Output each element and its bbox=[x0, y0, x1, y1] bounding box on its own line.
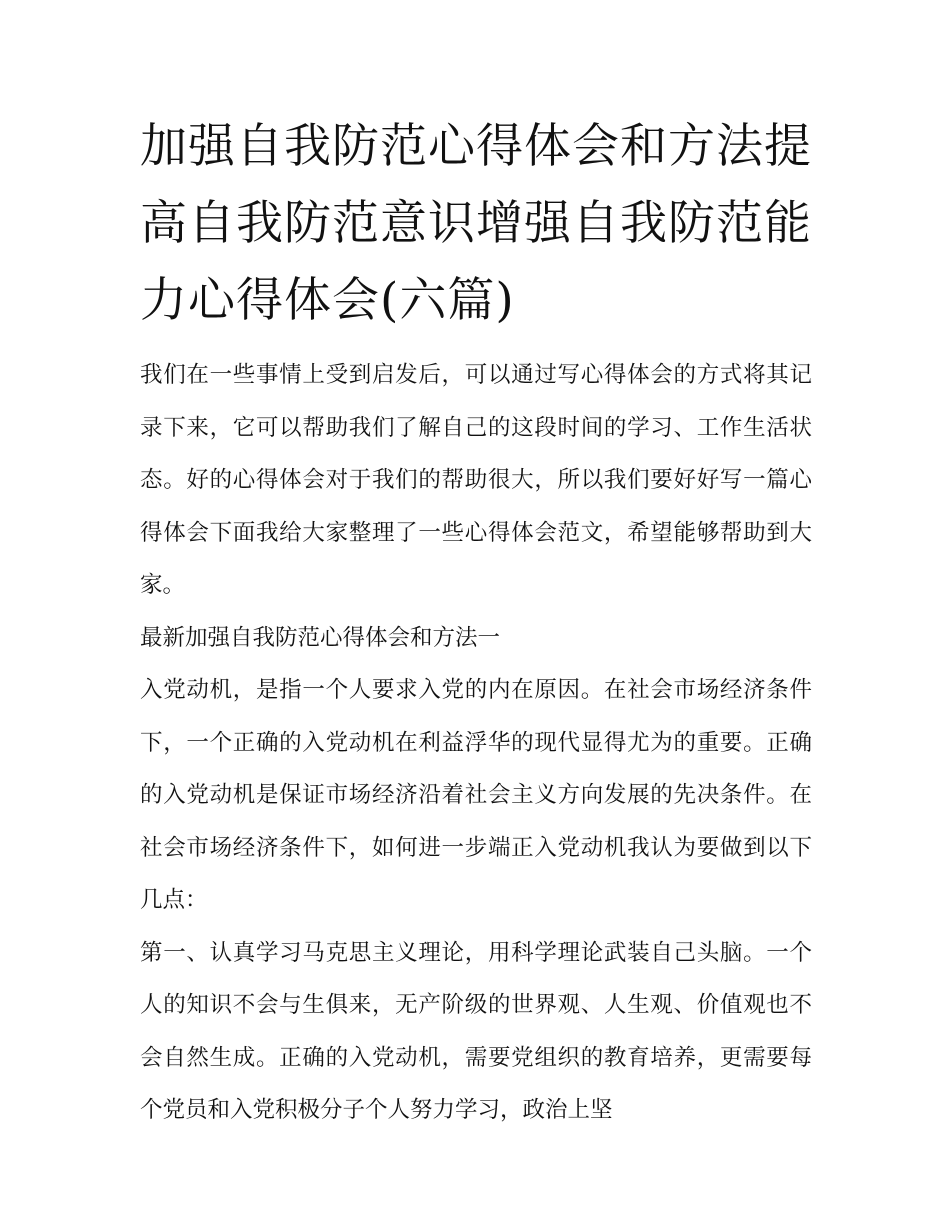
document-body bbox=[140, 108, 812, 1137]
section-heading: 最新加强自我防范心得体会和方法一 bbox=[140, 624, 501, 651]
document-title: 加强自我防范心得体会和方法提高自我防范意识增强自我防范能力心得体会(六篇) bbox=[140, 119, 812, 328]
intro-paragraph: 我们在一些事情上受到启发后，可以通过写心得体会的方式将其记录下来，它可以帮助我们了解自己的这段时间的学习、工作生活状态。好的心得体会对于我们的帮助很大，所以我们要好好写一篇心得体会下面我给大家整理了一些心得体会范文，希望能够帮助到大家。 bbox=[140, 362, 812, 598]
body-paragraph-1: 入党动机，是指一个人要求入党的内在原因。在社会市场经济条件下，一个正确的入党动机在利益浮华的现代显得尤为的重要。正确的入党动机是保证市场经济沿着社会主义方向发展的先决条件。在社会市场经济条件下，如何进一步端正入党动机我认为要做到以下几点： bbox=[140, 677, 812, 913]
body-paragraph-2: 第一、认真学习马克思主义理论，用科学理论武装自己头脑。一个人的知识不会与生俱来，无产阶级的世界观、人生观、价值观也不会自然生成。正确的入党动机，需要党组织的教育培养，更需要每个党员和入党积极分子个人努力学习，政治上坚 bbox=[140, 939, 812, 1123]
